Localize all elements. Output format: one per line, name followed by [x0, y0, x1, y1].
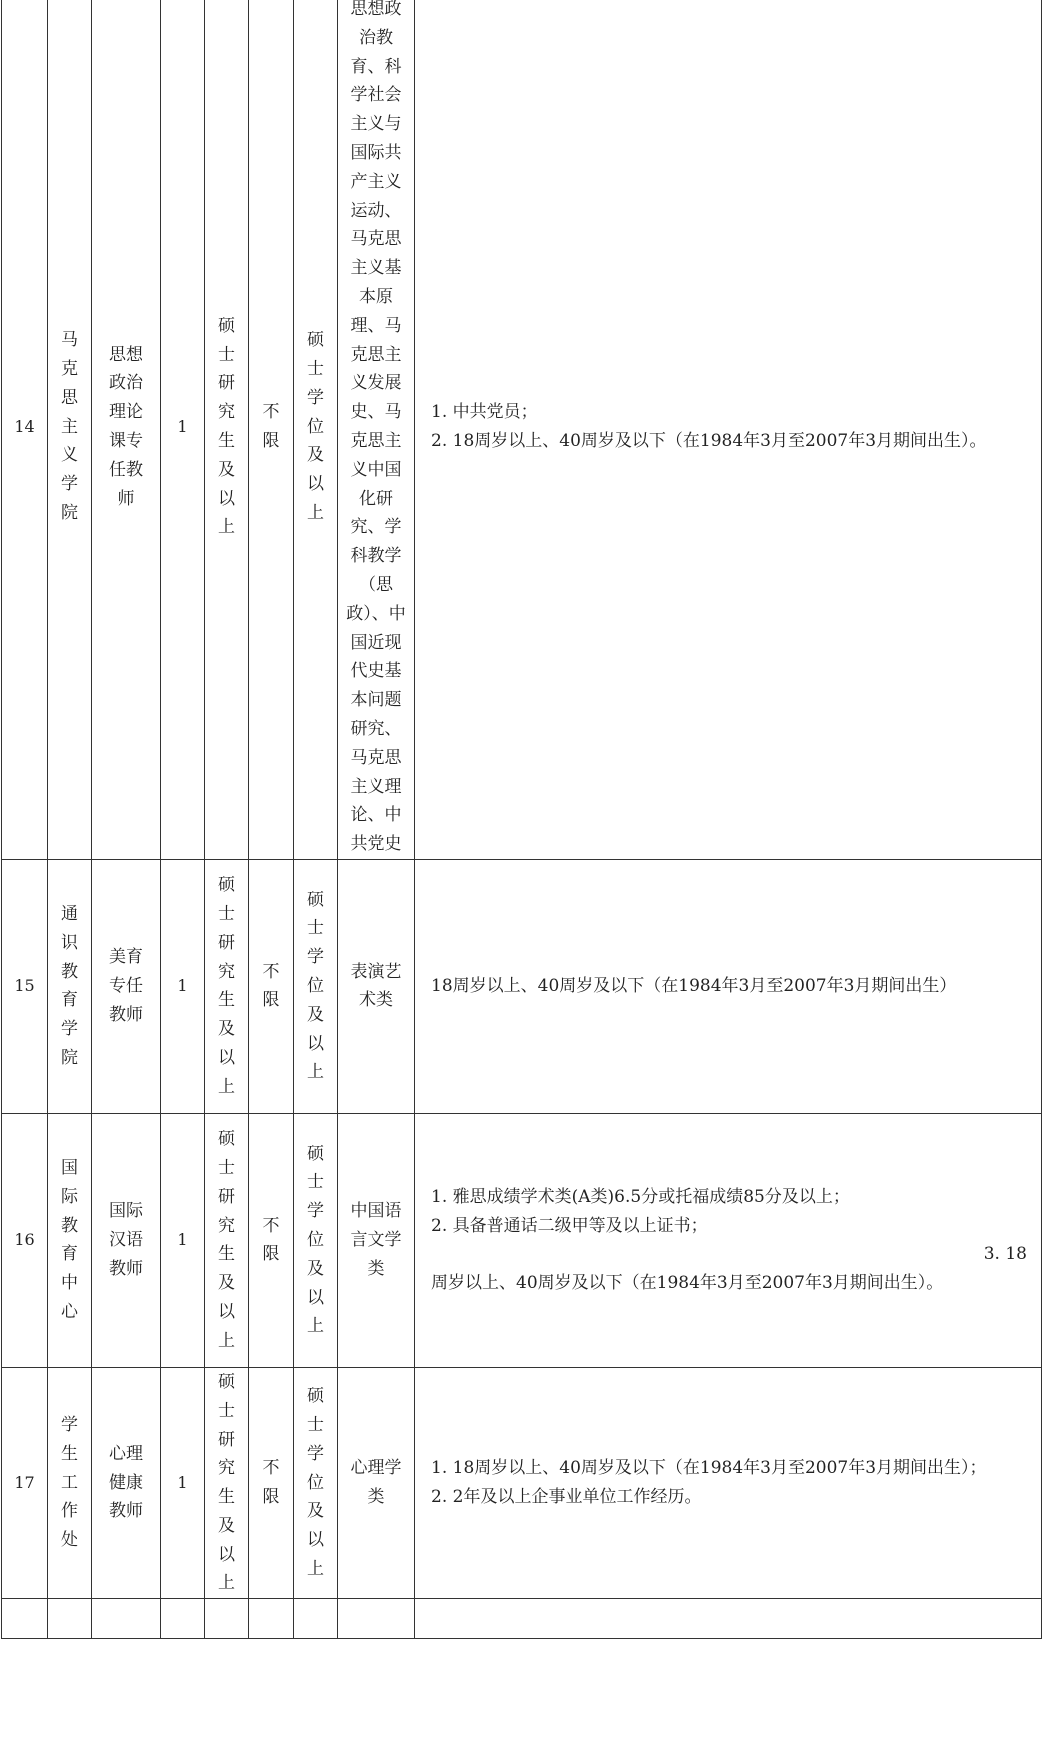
gender-requirement: 不限 — [262, 402, 280, 451]
requirement-line: 1. 中共党员； — [431, 402, 538, 423]
recruitment-table — [1, 0, 1042, 1639]
position-count: 1 — [177, 976, 188, 995]
row-number-cell — [2, 859, 48, 1113]
education-requirement: 硕士研究生及以上 — [218, 1371, 235, 1594]
department-name: 通识教育学院 — [61, 904, 78, 1068]
empty-cell — [2, 1599, 48, 1639]
education-cell — [205, 0, 249, 859]
requirements-cell — [415, 859, 1042, 1113]
post-cell — [92, 859, 161, 1113]
table-row-partial — [2, 1599, 1042, 1639]
department-cell — [48, 859, 92, 1113]
empty-cell — [92, 1599, 161, 1639]
post-cell — [92, 1113, 161, 1367]
count-cell — [161, 0, 205, 859]
requirement-line: 1. 18周岁以上、40周岁及以下（在1984年3月至2007年3月期间出生）； — [431, 1458, 987, 1479]
requirements-cell — [415, 1367, 1042, 1598]
table-row — [2, 0, 1042, 859]
major-requirement: 心理学类 — [350, 1458, 402, 1508]
education-requirement: 硕士研究生及以上 — [218, 875, 235, 1097]
row-number: 17 — [14, 1472, 35, 1492]
post-name: 思想政治理论课专任教师 — [109, 344, 143, 509]
gender-cell — [249, 859, 294, 1113]
gender-cell — [249, 1113, 294, 1367]
empty-cell — [205, 1599, 249, 1639]
count-cell — [161, 1113, 205, 1367]
education-requirement: 硕士研究生及以上 — [218, 315, 235, 538]
department-name: 国际教育中心 — [61, 1158, 78, 1322]
degree-cell — [294, 0, 338, 859]
major-cell — [338, 1113, 415, 1367]
education-cell — [205, 859, 249, 1113]
post-cell — [92, 1367, 161, 1598]
position-count: 1 — [177, 416, 188, 436]
requirement-line: 2. 18周岁以上、40周岁及以下（在1984年3月至2007年3月期间出生）。 — [431, 430, 987, 451]
education-cell — [205, 1367, 249, 1598]
major-cell — [338, 859, 415, 1113]
post-cell — [92, 0, 161, 859]
department-cell — [48, 1367, 92, 1598]
empty-cell — [338, 1599, 415, 1639]
post-name: 心理健康教师 — [109, 1443, 143, 1522]
degree-requirement: 硕士学位及以上 — [307, 1386, 324, 1580]
row-number-cell — [2, 1113, 48, 1367]
department-cell — [48, 1113, 92, 1367]
row-number: 14 — [14, 416, 35, 436]
requirement-line: 周岁以上、40周岁及以下（在1984年3月至2007年3月期间出生）。 — [431, 1273, 944, 1294]
count-cell — [161, 859, 205, 1113]
empty-cell — [415, 1599, 1042, 1639]
table-row — [2, 859, 1042, 1113]
empty-cell — [161, 1599, 205, 1639]
requirement-line: 3. 18 — [983, 1244, 1027, 1265]
requirement-line: 1. 雅思成绩学术类(A类)6.5分或托福成绩85分及以上； — [431, 1186, 850, 1207]
empty-cell — [249, 1599, 294, 1639]
requirement-line: 2. 具备普通话二级甲等及以上证书； — [431, 1215, 708, 1236]
degree-requirement: 硕士学位及以上 — [307, 889, 324, 1083]
post-name: 国际汉语教师 — [109, 1201, 143, 1279]
education-requirement: 硕士研究生及以上 — [218, 1129, 235, 1351]
gender-requirement: 不限 — [262, 1215, 280, 1265]
requirement-line: 2. 2年及以上企事业单位工作经历。 — [431, 1487, 702, 1508]
department-cell — [48, 0, 92, 859]
row-number: 15 — [14, 976, 35, 995]
requirement-line: 18周岁以上、40周岁及以下（在1984年3月至2007年3月期间出生） — [431, 976, 957, 996]
requirements-cell — [415, 1113, 1042, 1367]
post-name: 美育专任教师 — [109, 947, 143, 1025]
major-requirement: 表演艺术类 — [350, 961, 402, 1011]
requirements-cell — [415, 0, 1042, 859]
major-requirement: 中国语言文学类 — [350, 1201, 402, 1279]
gender-cell — [249, 1367, 294, 1598]
empty-cell — [294, 1599, 338, 1639]
count-cell — [161, 1367, 205, 1598]
degree-requirement: 硕士学位及以上 — [307, 1143, 324, 1337]
degree-requirement: 硕士学位及以上 — [307, 330, 324, 523]
gender-cell — [249, 0, 294, 859]
major-cell — [338, 1367, 415, 1598]
row-number-cell — [2, 0, 48, 859]
department-name: 学生工作处 — [61, 1415, 78, 1551]
empty-cell — [48, 1599, 92, 1639]
gender-requirement: 不限 — [262, 961, 280, 1011]
position-count: 1 — [177, 1472, 188, 1492]
major-requirement: 思想政治教育、科学社会主义与国际共产主义运动、马克思主义基本原理、马克思主义发展史、马克思主义中国化研究、学科教学（思政）、中国近现代史基本问题研究、马克思主义理论、中共党史 — [346, 0, 406, 855]
table-row — [2, 1113, 1042, 1367]
table-row — [2, 1367, 1042, 1598]
position-count: 1 — [177, 1230, 188, 1249]
degree-cell — [294, 1113, 338, 1367]
gender-requirement: 不限 — [262, 1458, 280, 1508]
education-cell — [205, 1113, 249, 1367]
major-cell — [338, 0, 415, 859]
row-number: 16 — [14, 1230, 35, 1249]
row-number-cell — [2, 1367, 48, 1598]
department-name: 马克思主义学院 — [61, 330, 78, 523]
degree-cell — [294, 859, 338, 1113]
degree-cell — [294, 1367, 338, 1598]
